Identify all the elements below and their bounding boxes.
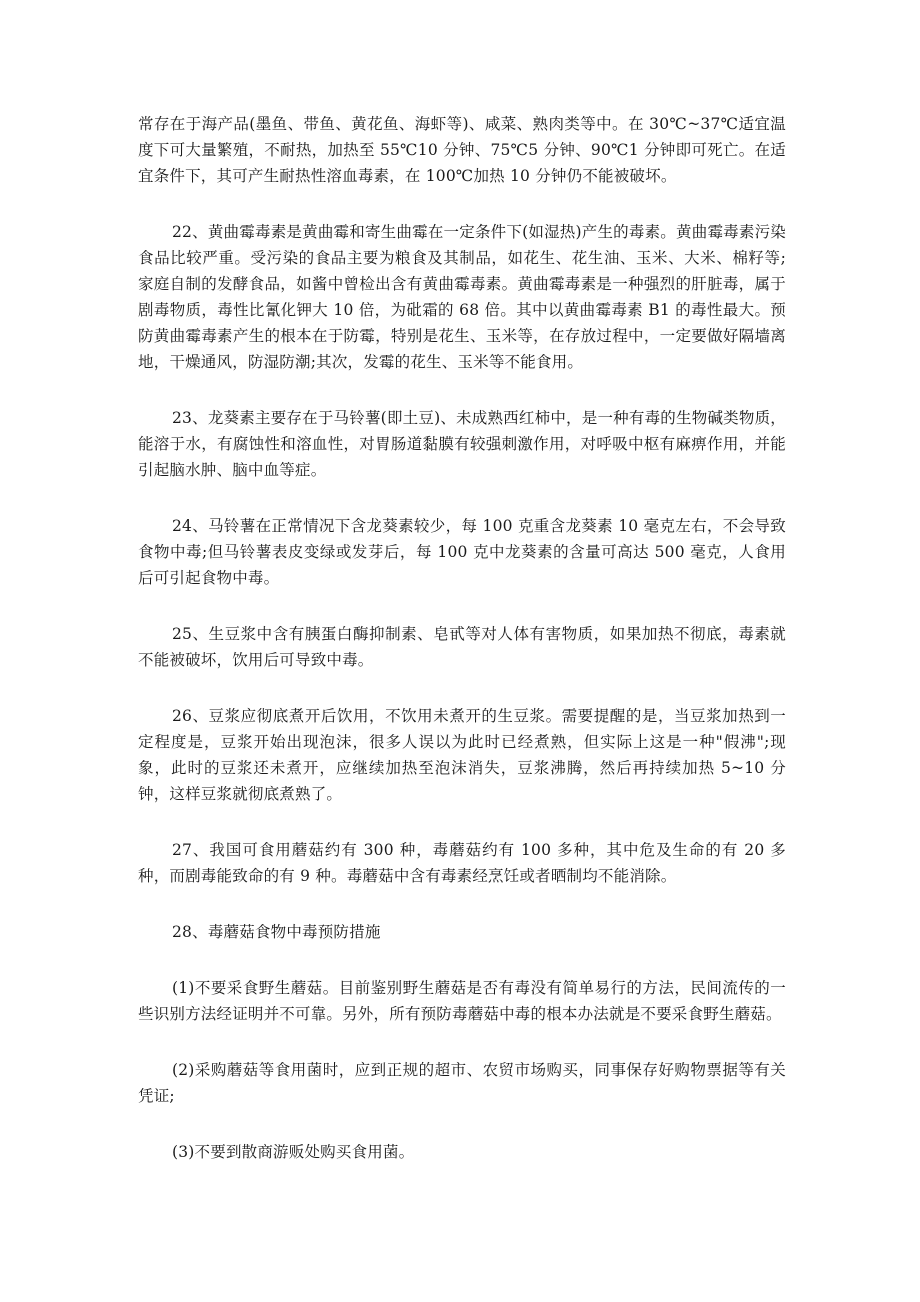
paragraph-24-potato: 24、马铃薯在正常情况下含龙葵素较少，每 100 克重含龙葵素 10 毫克左右，不会导致食物中毒;但马铃薯表皮变绿或发芽后，每 100 克中龙葵素的含量可高达 500 毫克，人食用后可引起食物中毒。 [138, 517, 786, 587]
paragraph-28-heading: 28、毒蘑菇食物中毒预防措施 [172, 923, 381, 941]
paragraph-measure-3: (3)不要到散商游贩处购买食用菌。 [172, 1143, 415, 1161]
paragraph-22-aflatoxin: 22、黄曲霉毒素是黄曲霉和寄生曲霉在一定条件下(如湿热)产生的毒素。黄曲霉毒素污染食品比较严重。受污染的食品主要为粮食及其制品，如花生、花生油、玉米、大米、棉籽等;家庭自制的发酵食品，如酱中曾检出含有黄曲霉毒素。黄曲霉毒素是一种强烈的肝脏毒，属于剧毒物质，毒性比氰化钾大 10 倍，为砒霜的 68 倍。其中以黄曲霉毒素 B1 的毒性最大。预防黄曲霉毒素产生的根本在于防霉，特别是花生、玉米等，在存放过程中，一定要做好隔墙离地，干燥通风，防湿防潮;其次，发霉的花生、玉米等不能食用。 [138, 223, 786, 371]
paragraph-27-mushrooms: 27、我国可食用蘑菇约有 300 种，毒蘑菇约有 100 多种，其中危及生命的有 20 多种，而剧毒能致命的有 9 种。毒蘑菇中含有毒素经烹饪或者晒制均不能消除。 [138, 841, 786, 885]
document-page [138, 111, 786, 1195]
paragraph-vibrio-continued: 常存在于海产品(墨鱼、带鱼、黄花鱼、海虾等)、咸菜、熟肉类等中。在 30℃~37℃适宜温度下可大量繁殖，不耐热，加热至 55℃10 分钟、75℃5 分钟、90℃1 分钟即可死亡。在适宜条件下，其可产生耐热性溶血毒素，在 100℃加热 10 分钟仍不能被破坏。 [138, 115, 786, 185]
paragraph-23-solanine: 23、龙葵素主要存在于马铃薯(即土豆)、未成熟西红柿中，是一种有毒的生物碱类物质，能溶于水，有腐蚀性和溶血性，对胃肠道黏膜有较强刺激作用，对呼吸中枢有麻痹作用，并能引起脑水肿、脑中血等症。 [138, 409, 786, 479]
paragraph-26-boil-soymilk: 26、豆浆应彻底煮开后饮用，不饮用未煮开的生豆浆。需要提醒的是，当豆浆加热到一定程度是，豆浆开始出现泡沫，很多人误以为此时已经煮熟，但实际上这是一种"假沸";现象，此时的豆浆还未煮开，应继续加热至泡沫消失，豆浆沸腾，然后再持续加热 5~10 分钟，这样豆浆就彻底煮熟了。 [138, 707, 786, 803]
paragraph-measure-1: (1)不要采食野生蘑菇。目前鉴别野生蘑菇是否有毒没有简单易行的方法，民间流传的一些识别方法经证明并不可靠。另外，所有预防毒蘑菇中毒的根本办法就是不要采食野生蘑菇。 [138, 979, 786, 1023]
paragraph-measure-2: (2)采购蘑菇等食用菌时，应到正规的超市、农贸市场购买，同事保存好购物票据等有关凭证; [138, 1061, 786, 1105]
paragraph-25-raw-soymilk: 25、生豆浆中含有胰蛋白酶抑制素、皂甙等对人体有害物质，如果加热不彻底，毒素就不能被破坏，饮用后可导致中毒。 [138, 625, 786, 669]
